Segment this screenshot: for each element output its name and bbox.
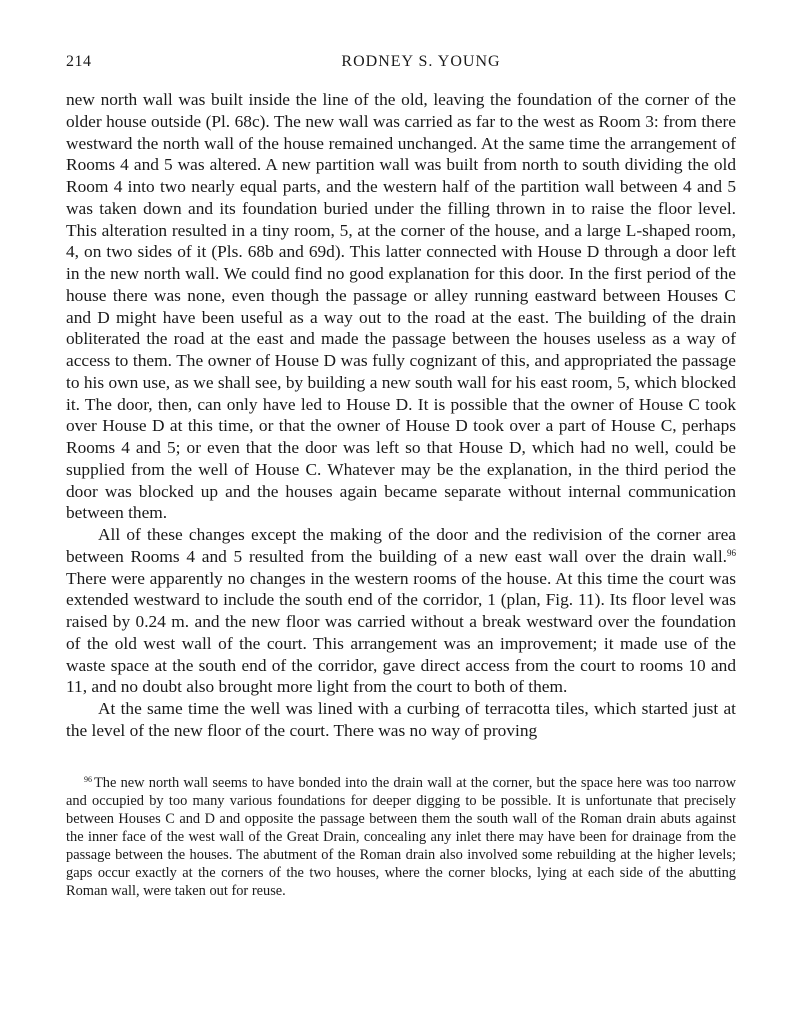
footnote-number: 96 (84, 774, 92, 784)
footnote (66, 774, 736, 900)
running-title: RODNEY S. YOUNG (341, 53, 501, 70)
body-text (66, 89, 736, 742)
running-head (66, 50, 736, 76)
paragraph-2-text-before-note: All of these changes except the making of the door and the redivision of the corner area between Rooms 4 and 5 resulted from the building of a new east wall over the drain wall. (66, 525, 736, 566)
page-number: 214 (66, 53, 92, 70)
paragraph-3: At the same time the well was lined with a curbing of terracotta tiles, which started just at the level of the new floor of the court. There was no way of proving (66, 699, 736, 740)
footnote-96 (66, 774, 736, 900)
paragraph-1: new north wall was built inside the line of the old, leaving the foundation of the corner of the older house outside (Pl. 68c). The new wall was carried as far to the west as Room 3: from there westward the north wall of the house remained unchanged. At the same time the arrangement of Rooms 4 and 5 was altered. A new partition wall was built from north to south dividing the old Room 4 into two nearly equal parts, and the western half of the partition wall between 4 and 5 was taken down and its foundation buried under the filling thrown in to raise the floor level. This alteration resulted in a tiny room, 5, at the corner of the house, and a large L-shaped room, 4, on two sides of it (Pls. 68b and 69d). This latter connected with House D through a door left in the new north wall. We could find no good explanation for this door. In the first period of the house there was none, even though the passage or alley running eastward between Houses C and D might have been useful as a way out to the road at the east. The building of the drain obliterated the road at the east and made the passage between the houses useless as a way of access to them. The owner of House D was fully cognizant of this, and appropriated the passage to his own use, as we shall see, by building a new south wall for his east room, 5, which blocked it. The door, then, can only have led to House D. It is possible that the owner of House C took over House D at this time, or that the owner of House D took over a part of House C, perhaps Rooms 4 and 5; or even that the door was left so that House D, which had no well, could be supplied from the well of House C. Whatever may be the explanation, in the third period the door was blocked up and the houses again became separate without internal communication between them. (66, 90, 736, 523)
footnote-reference-96[interactable]: 96 (727, 547, 736, 558)
paragraph-2-text-after-note: There were apparently no changes in the western rooms of the house. At this time the court was extended westward to include the south end of the corridor, 1 (plan, Fig. 11). Its floor level was raised by 0.24 m. and the new floor was carried without a break westward over the foundation of the old west wall of the court. This arrangement was an improvement; it made use of the waste space at the south end of the corridor, gave direct access from the court to rooms 10 and 11, and no doubt also brought more light from the court to both of them. (66, 568, 736, 697)
page (66, 50, 736, 900)
paragraph-2 (66, 524, 736, 698)
footnote-text: The new north wall seems to have bonded into the drain wall at the corner, but the space here was too narrow and occupied by too many various foundations for deeper digging to be possible. It is unfortunate that precisely between Houses C and D and opposite the passage between them the south wall of the Roman drain abuts against the inner face of the west wall of the Great Drain, concealing any inlet there may have been for drainage from the passage between the houses. The abutment of the Roman drain also involved some rebuilding at the higher levels; gaps occur exactly at the corners of the two houses, where the corner blocks, lying at each side of the abutting Roman wall, were taken out for reuse. (66, 774, 736, 899)
